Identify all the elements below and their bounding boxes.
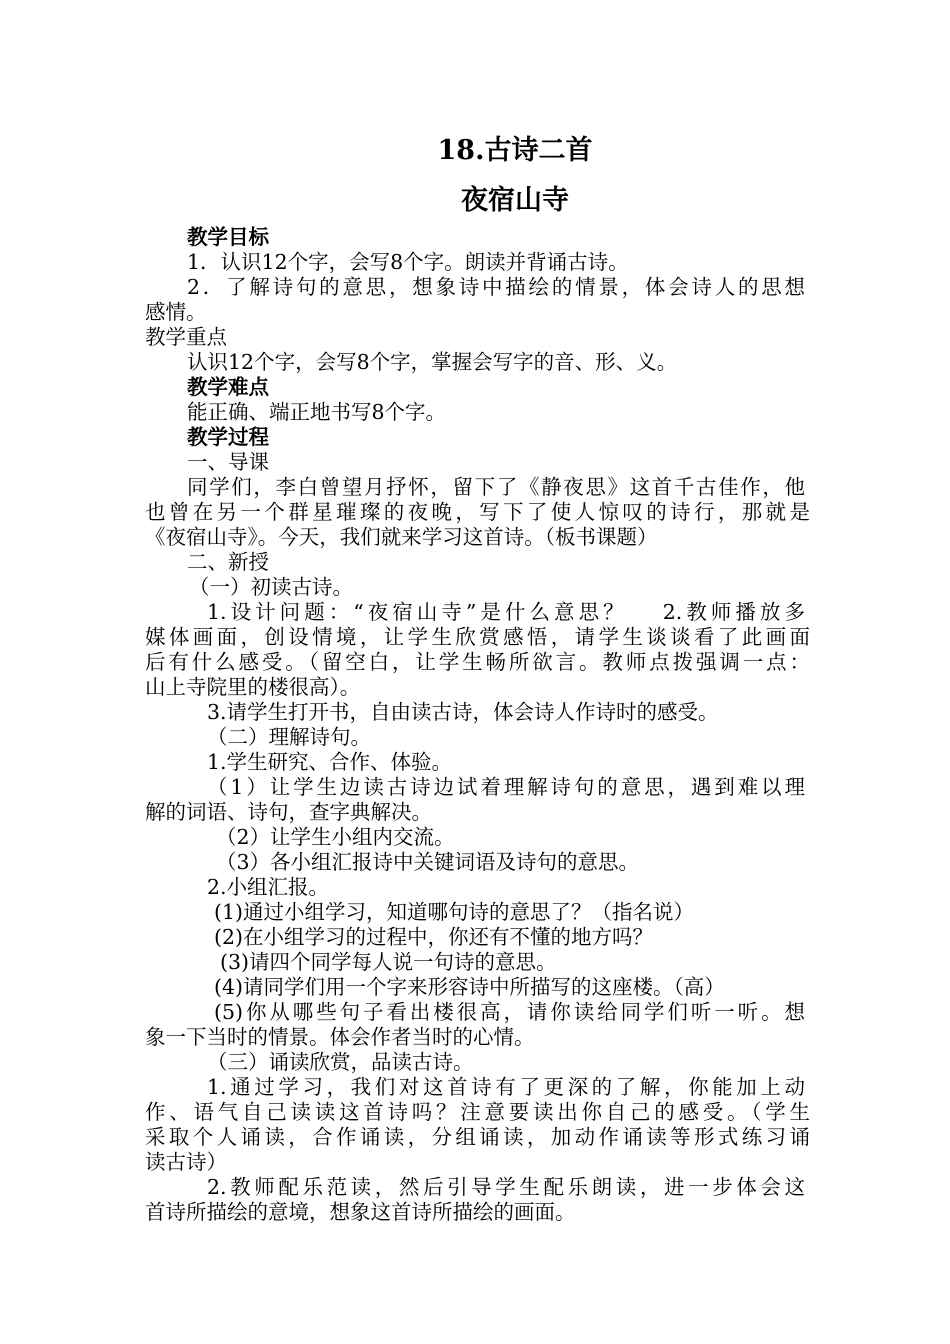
text-line: （2）让学生小组内交流。 xyxy=(216,825,455,849)
text-line: (2)在小组学习的过程中，你还有不懂的地方吗？ xyxy=(214,925,654,949)
text-line: (3)请四个同学每人说一句诗的意思。 xyxy=(220,950,557,974)
section-heading: 二、新授 xyxy=(187,550,269,574)
text-line: 解的词语、诗句，查字典解决。 xyxy=(145,800,432,824)
text-line: (4)请同学们用一个字来形容诗中所描写的这座楼。（高） xyxy=(214,975,725,999)
lesson-title: 18.古诗二首 xyxy=(437,135,593,166)
text-line: 1.设计问题：“夜宿山寺”是什么意思？ 2.教师播放多 xyxy=(207,600,805,624)
text-line: 首诗所描绘的意境，想象这首诗所描绘的画面。 xyxy=(145,1200,576,1224)
text-line: 后有什么感受。（留空白，让学生畅所欲言。教师点拨强调一点： xyxy=(145,650,810,674)
text-line: 2．了解诗句的意思，想象诗中描绘的情景，体会诗人的思想 xyxy=(187,275,805,299)
text-line: 3.请学生打开书，自由读古诗，体会诗人作诗时的感受。 xyxy=(207,700,719,724)
text-line: 1.学生研究、合作、体验。 xyxy=(207,750,453,774)
text-line: 也曾在另一个群星璀璨的夜晚，写下了使人惊叹的诗行，那就是 xyxy=(145,500,810,524)
text-line: 2.教师配乐范读，然后引导学生配乐朗读，进一步体会这 xyxy=(207,1175,805,1199)
text-line: 《夜宿山寺》。今天，我们就来学习这首诗。（板书课题） xyxy=(145,525,658,549)
text-line: 1.通过学习，我们对这首诗有了更深的了解，你能加上动 xyxy=(207,1075,805,1099)
text-line: （1）让学生边读古诗边试着理解诗句的意思，遇到难以理 xyxy=(207,775,805,799)
heading-process: 教学过程 xyxy=(187,425,269,449)
text-line: 感情。 xyxy=(145,300,207,324)
heading-difficulties: 教学难点 xyxy=(187,375,269,399)
text-line: 能正确、端正地书写8个字。 xyxy=(187,400,447,424)
text-line: (1)通过小组学习，知道哪句诗的意思了？（指名说） xyxy=(214,900,695,924)
text-line: 采取个人诵读，合作诵读，分组诵读，加动作诵读等形式练习诵 xyxy=(145,1125,810,1149)
poem-title: 夜宿山寺 xyxy=(461,185,569,216)
text-line: 同学们，李白曾望月抒怀，留下了《静夜思》这首千古佳作，他 xyxy=(187,475,805,499)
text-line: 1．认识12个字，会写8个字。朗读并背诵古诗。 xyxy=(187,250,629,274)
subsection-heading: （一）初读古诗。 xyxy=(189,575,353,599)
text-line: 读古诗） xyxy=(145,1150,227,1174)
text-line: （3）各小组汇报诗中关键词语及诗句的意思。 xyxy=(216,850,640,874)
subsection-heading: （三）诵读欣赏，品读古诗。 xyxy=(207,1050,474,1074)
text-line: 认识12个字，会写8个字，掌握会写字的音、形、义。 xyxy=(187,350,678,374)
section-heading: 一、导课 xyxy=(187,450,269,474)
heading-key-points: 教学重点 xyxy=(145,325,227,349)
text-line: 作、语气自己读读这首诗吗？注意要读出你自己的感受。（学生 xyxy=(145,1100,810,1124)
heading-objectives: 教学目标 xyxy=(187,225,269,249)
text-line: (5)你从哪些句子看出楼很高，请你读给同学们听一听。想 xyxy=(214,1000,805,1024)
text-line: 媒体画面，创设情境，让学生欣赏感悟，请学生谈谈看了此画面 xyxy=(145,625,810,649)
text-line: 2.小组汇报。 xyxy=(207,875,330,899)
text-line: 象一下当时的情景。体会作者当时的心情。 xyxy=(145,1025,535,1049)
subsection-heading: （二）理解诗句。 xyxy=(207,725,371,749)
text-line: 山上寺院里的楼很高）。 xyxy=(145,675,361,699)
